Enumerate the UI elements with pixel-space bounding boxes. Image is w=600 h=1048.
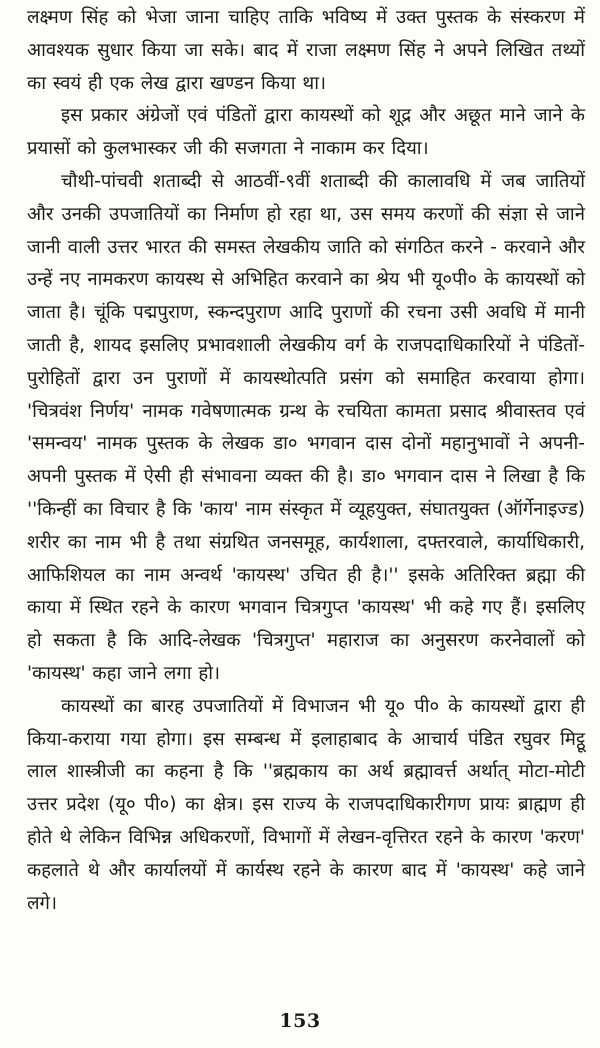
body-text <box>27 2 585 920</box>
paragraph-2: इस प्रकार अंग्रेजों एवं पंडितों द्वारा कायस्थों को शूद्र और अछूत माने जाने के प्रयासों को कुलभास्कर जी की सजगता ने नाकाम कर दिया। <box>27 105 585 160</box>
paragraph-3: चौथी-पांचवी शताब्दी से आठवीं-९वीं शताब्दी की कालावधि में जब जातियों और उनकी उपजातियों का निर्माण हो रहा था, उस समय करणों की संज्ञा से जाने जानी वाली उत्तर भारत की समस्त लेखकीय जाति को संगठित करने - करवाने और उन्हें नए नामकरण कायस्थ से अभिहित करवाने का श्रेय भी यू०पी० के कायस्थों को जाता है। चूंकि पद्मपुराण, स्कन्दपुराण आदि पुराणों की रचना उसी अवधि में मानी जाती है, शायद इसलिए प्रभावशाली लेखकीय वर्ग के राजपदाधिकारियों ने पंडितों-पुरोहितों द्वारा उन पुराणों में कायस्थोत्पति प्रसंग को समाहित करवाया होगा। 'चित्रवंश निर्णय' नामक गवेषणात्मक ग्रन्थ के रचयिता कामता प्रसाद श्रीवास्तव एवं 'समन्वय' नामक पुस्तक के लेखक डा० भगवान दास दोनों महानुभावों ने अपनी-अपनी पुस्तक में ऐसी ही संभावना व्यक्त की है। डा० भगवान दास ने लिखा है कि ''किन्हीं का विचार है कि 'काय' नाम संस्कृत में व्यूहयुक्त, संघातयुक्त (ऑर्गेनाइज्ड) शरीर का नाम भी है तथा संग्रथित जनसमूह, कार्यशाला, दफ्तरवाले, कार्याधिकारी, आफिशियल का नाम अन्वर्थ 'कायस्थ' उचित ही है।'' इसके अतिरिक्त ब्रह्मा की काया में स्थित रहने के कारण भगवान चित्रगुप्त 'कायस्थ' भी कहे गए हैं। इसलिए हो सकता है कि आदि-लेखक 'चित्रगुप्त' महाराज का अनुसरण करनेवालों को 'कायस्थ' कहा जाने लगा हो। <box>27 170 585 684</box>
paragraph-4: कायस्थों का बारह उपजातियों में विभाजन भी यू० पी० के कायस्थों द्वारा ही किया-कराया गया होगा। इस सम्बन्ध में इलाहाबाद के आचार्य पंडित रघुवर मिट्ठू लाल शास्त्रीजी का कहना है कि ''ब्रह्मकाय का अर्थ ब्रह्मावर्त्त अर्थात् मोटा-मोटी उत्तर प्रदेश (यू० पी०) का क्षेत्र। इस राज्य के राजपदाधिकारीगण प्रायः ब्राह्मण ही होते थे लेकिन विभिन्न अधिकरणों, विभागों में लेखन-वृत्तिरत रहने के कारण 'करण' कहलाते थे और कार्यालयों में कार्यस्थ रहने के कारण बाद में 'कायस्थ' कहे जाने लगे। <box>27 695 585 914</box>
paragraph-1: लक्ष्मण सिंह को भेजा जाना चाहिए ताकि भविष्य में उक्त पुस्तक के संस्करण में आवश्यक सुधार किया जा सके। बाद में राजा लक्ष्मण सिंह ने अपने लिखित तथ्यों का स्वयं ही एक लेख द्वारा खण्डन किया था। <box>27 7 585 94</box>
page-number: 153 <box>279 1010 321 1032</box>
